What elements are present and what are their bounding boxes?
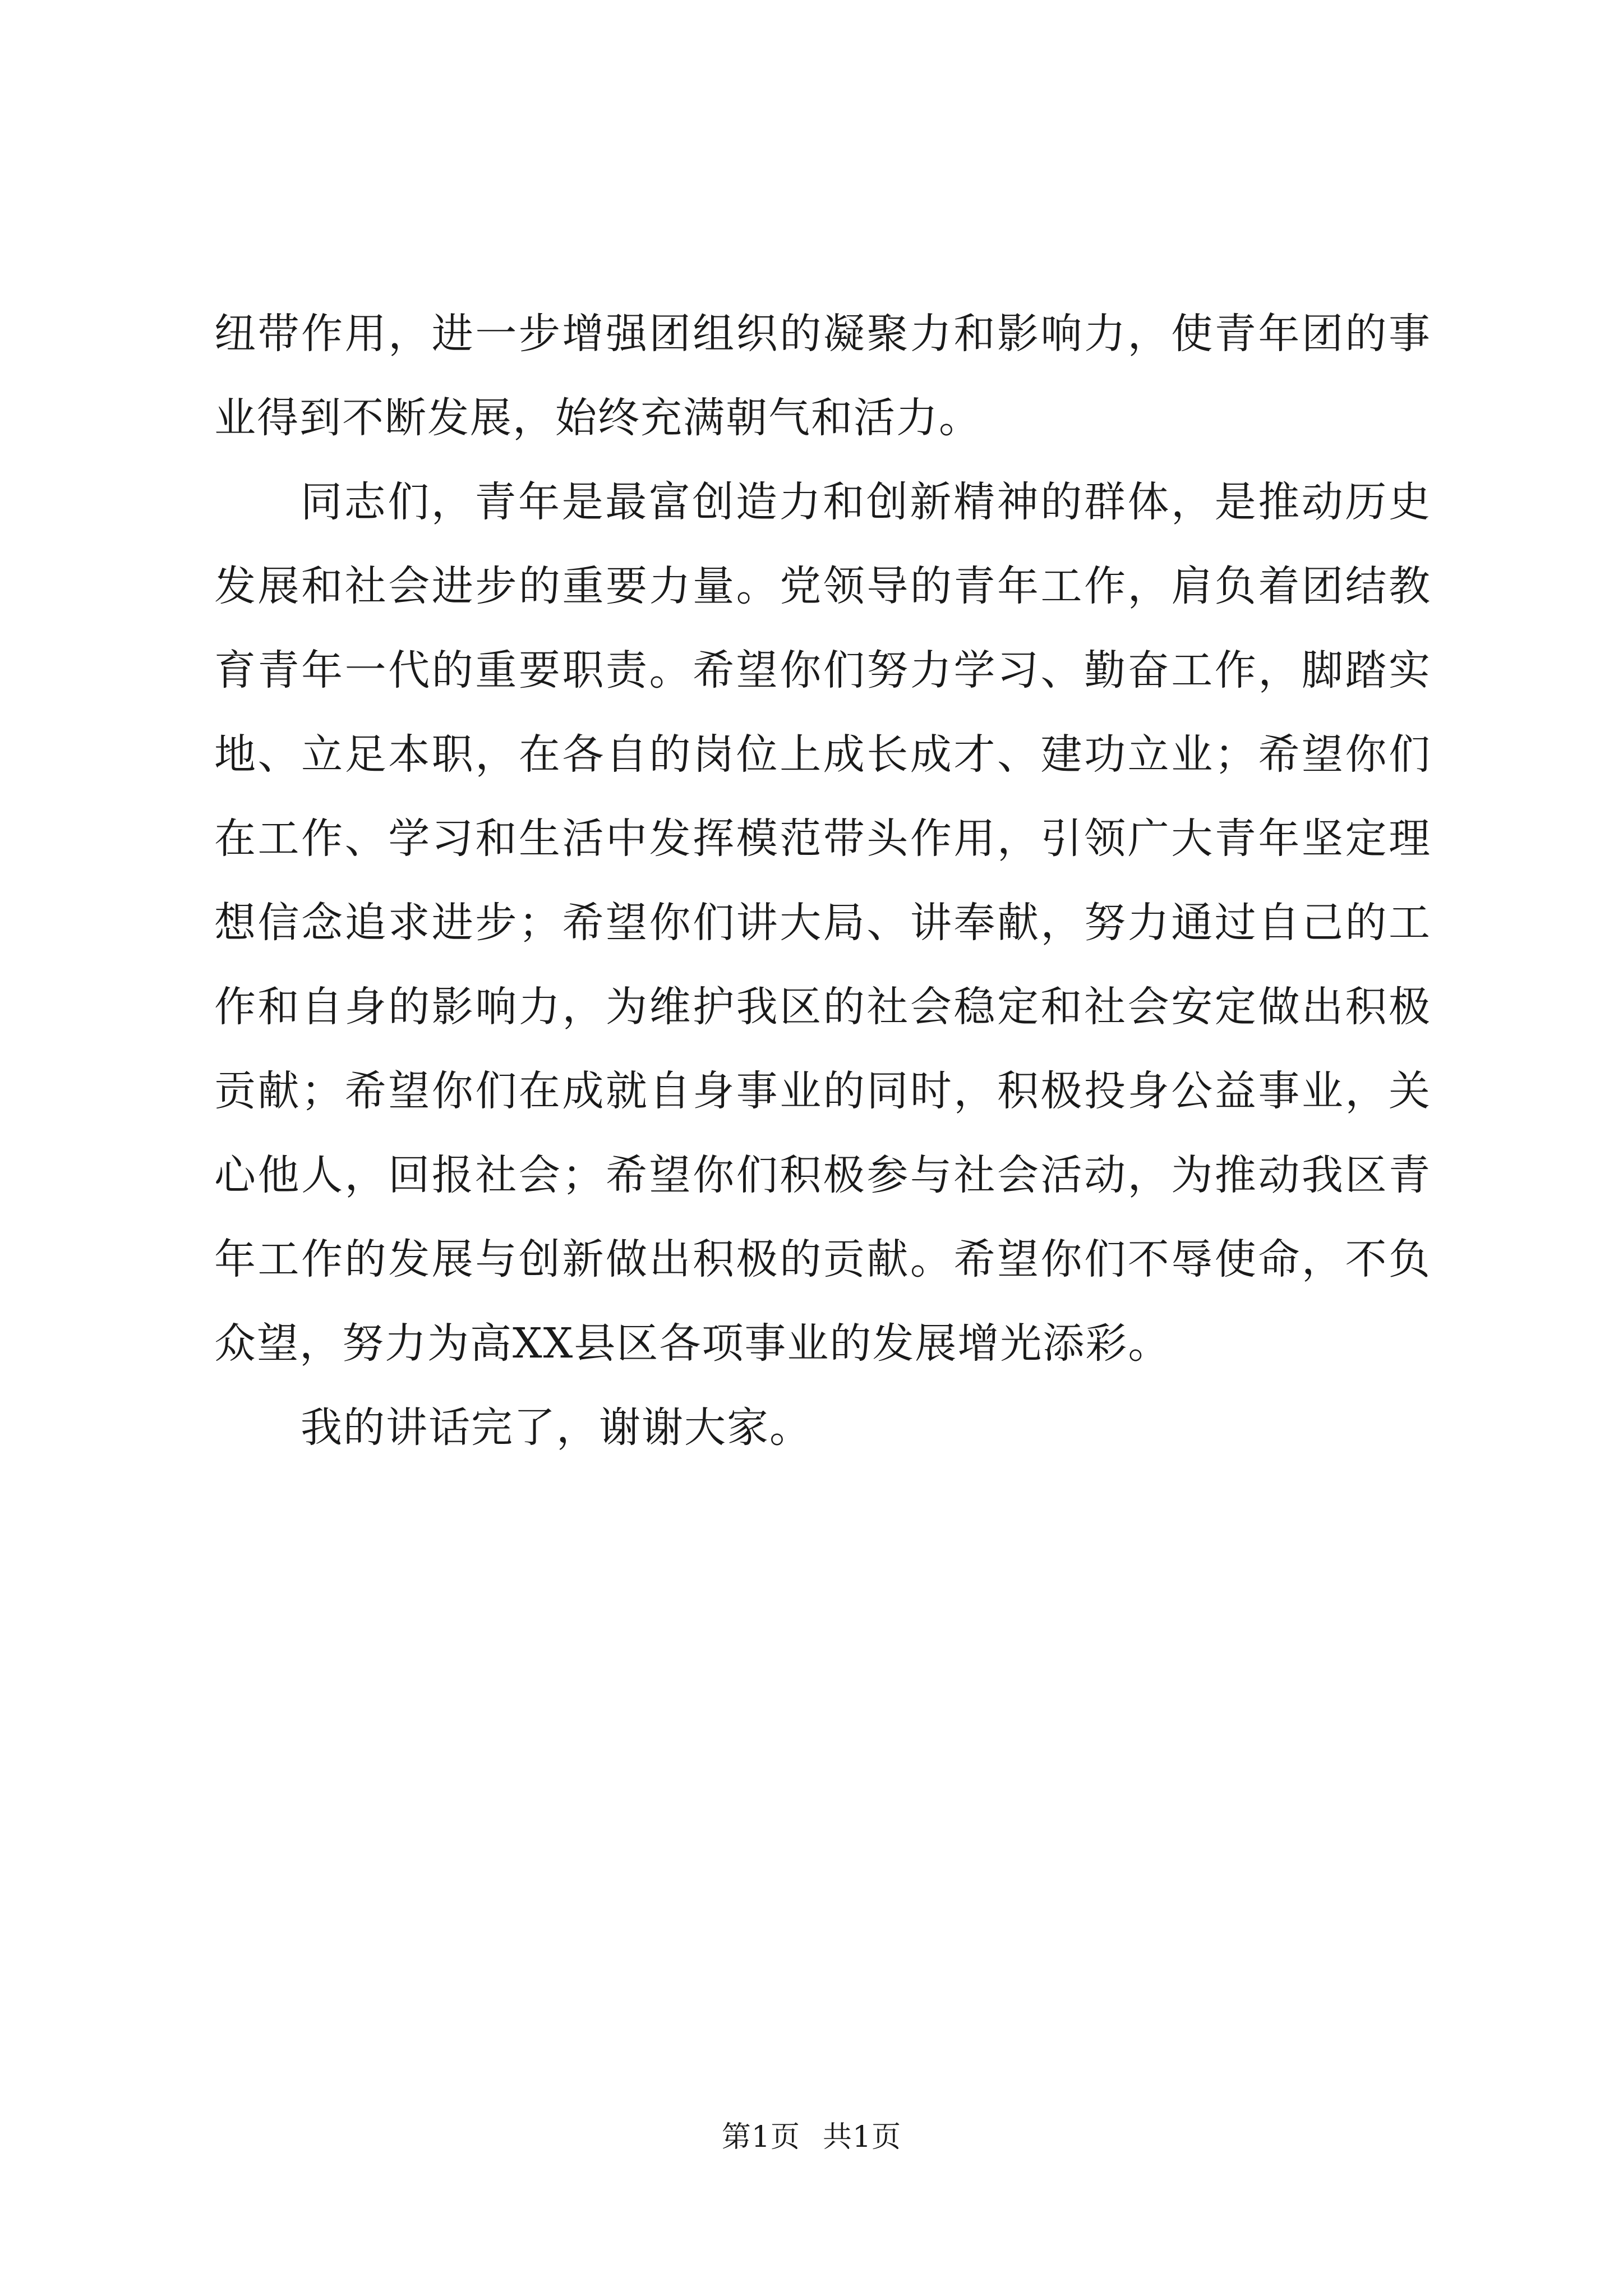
document-body — [214, 292, 1431, 1470]
paragraph-line: 在工作、学习和生活中发挥模范带头作用，引领广大青年坚定理 — [214, 815, 1431, 863]
paragraph-closing — [214, 1386, 1431, 1470]
paragraph-line: 我的讲话完了，谢谢大家。 — [301, 1404, 812, 1452]
paragraph-main — [214, 460, 1431, 1386]
paragraph-line: 年工作的发展与创新做出积极的贡献。希望你们不辱使命，不负 — [214, 1235, 1431, 1283]
paragraph-line: 心他人，回报社会；希望你们积极参与社会活动，为推动我区青 — [214, 1151, 1431, 1199]
page-number-current: 第1页 — [721, 2120, 800, 2154]
paragraph-line: 贡献；希望你们在成就自身事业的同时，积极投身公益事业，关 — [214, 1067, 1431, 1115]
paragraph-line: 纽带作用，进一步增强团组织的凝聚力和影响力，使青年团的事 — [214, 310, 1431, 358]
paragraph-continuation — [214, 292, 1431, 460]
paragraph-line: 业得到不断发展，始终充满朝气和活力。 — [214, 394, 981, 442]
paragraph-line: 众望，努力为高XX县区各项事业的发展增光添彩。 — [214, 1319, 1171, 1368]
paragraph-line: 育青年一代的重要职责。希望你们努力学习、勤奋工作，脚踏实 — [214, 646, 1431, 694]
paragraph-line: 同志们，青年是最富创造力和创新精神的群体，是推动历史 — [301, 478, 1431, 526]
page-footer — [0, 2118, 1623, 2157]
page-number-total: 共1页 — [823, 2120, 902, 2154]
paragraph-line: 地、立足本职，在各自的岗位上成长成才、建功立业；希望你们 — [214, 730, 1431, 779]
paragraph-line: 发展和社会进步的重要力量。党领导的青年工作，肩负着团结教 — [214, 562, 1431, 610]
paragraph-line: 作和自身的影响力，为维护我区的社会稳定和社会安定做出积极 — [214, 983, 1431, 1031]
paragraph-line: 想信念追求进步；希望你们讲大局、讲奉献，努力通过自己的工 — [214, 899, 1431, 947]
